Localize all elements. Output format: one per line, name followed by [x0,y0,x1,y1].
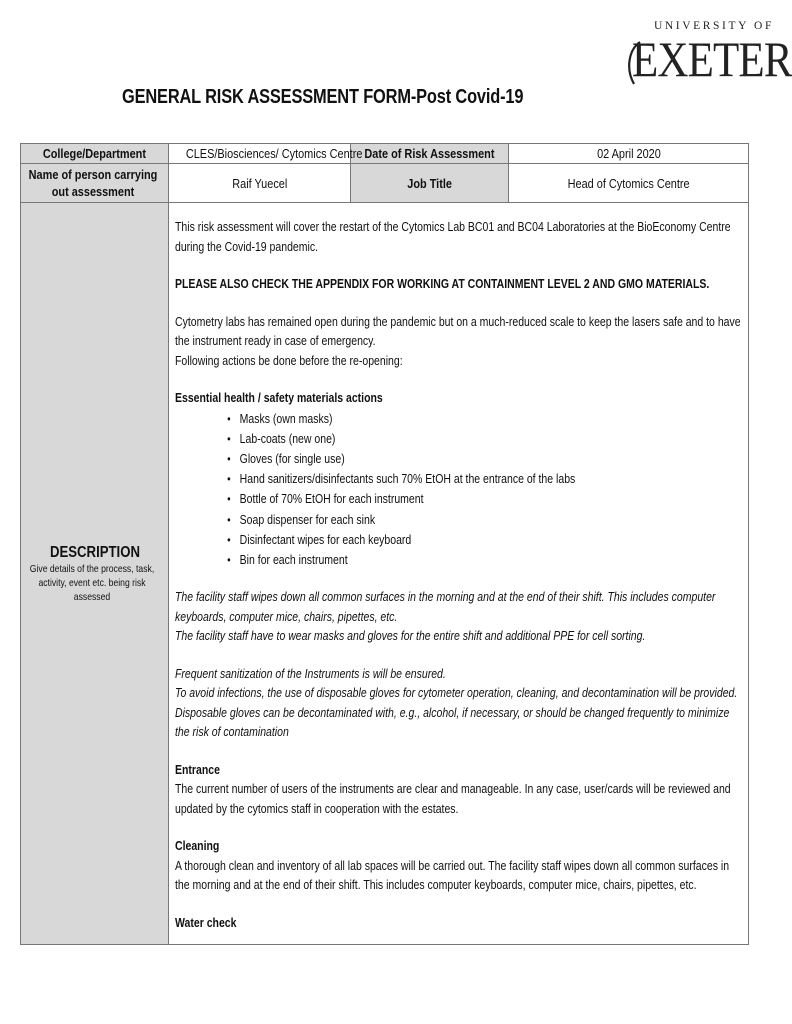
description-subtext: Give details of the process, task, activity, event etc. being risk assessed [29,562,155,603]
description-row [21,203,749,945]
description-body-cell [169,203,749,945]
gloves-note: To avoid infections, the use of disposable gloves for cytometer operation, cleaning, and decontamination will be provided. [175,686,738,701]
logo-university-of: UNIVERSITY OF [654,20,774,32]
job-value-cell [509,164,749,203]
list-item: • Bin for each instrument [227,550,746,570]
reopening-paragraph: Cytometry labs has remained open during the pandemic but on a much-reduced scale to keep the lasers safe and to have the instrument ready in case of emergency. [175,314,741,348]
list-item: • Hand sanitizers/disinfectants such 70% EtOH at the entrance of the labs [227,469,746,489]
decontamination-note: Disposable gloves can be decontaminated with, e.g., alcohol, if necessary, or should be changed frequently to minimize the risk of contamination [175,705,730,740]
description-text [175,218,746,933]
header-row-2 [21,164,749,203]
page-title: GENERAL RISK ASSESSMENT FORM-Post Covid-19 [122,86,524,108]
college-value: CLES/Biosciences/ Cytomics Centre [185,146,363,161]
essential-list [175,409,746,571]
wipe-down-note: The facility staff wipes down all common surfaces in the morning and at the end of their shift. This includes computer keyboards, computer mice, chairs, pipettes, etc. [175,590,716,624]
entrance-heading: Entrance [175,762,220,777]
list-item: • Bottle of 70% EtOH for each instrument [227,489,746,509]
date-label: Date of Risk Assessment [364,146,495,161]
date-label-cell [351,144,509,164]
university-logo [624,20,792,104]
job-label: Job Title [407,175,452,191]
date-value: 02 April 2020 [596,146,661,161]
cleaning-text: A thorough clean and inventory of all lab spaces will be carried out. The facility staff wipes down all common surfaces in the morning and at the end of their shift. This includes computer keyboards, computer mice, chairs, pipettes, etc. [175,858,730,893]
list-item: • Soap dispenser for each sink [227,510,746,530]
actions-intro: Following actions be done before the re-opening: [175,353,403,368]
list-item: • Lab-coats (new one) [227,429,746,449]
water-check-heading: Water check [175,915,237,930]
job-label-cell [351,164,509,203]
risk-assessment-table [20,143,749,945]
header-row-1 [21,144,749,164]
ppe-note: The facility staff have to wear masks and gloves for the entire shift and additional PPE for cell sorting. [175,629,646,644]
person-label: Name of person carrying out assessment [28,167,158,199]
intro-text: This risk assessment will cover the restart of the Cytomics Lab BC01 and BC04 Laboratories at the BioEconomy Centre during the Covid-19 pandemic. [175,220,731,254]
list-item: • Masks (own masks) [227,409,746,429]
appendix-note: PLEASE ALSO CHECK THE APPENDIX FOR WORKING AT CONTAINMENT LEVEL 2 AND GMO MATERIALS. [175,277,710,291]
list-item: • Gloves (for single use) [227,449,746,469]
entrance-text: The current number of users of the instruments are clear and manageable. In any case, user/cards will be reviewed and updated by the cytomics staff in cooperation with the estates. [175,782,731,816]
list-item: • Disinfectant wipes for each keyboard [227,530,746,550]
essential-heading: Essential health / safety materials actions [175,391,383,405]
date-value-cell [509,144,749,164]
college-value-cell [169,144,363,164]
college-label-cell [21,144,169,164]
description-label-cell [21,203,169,945]
description-heading: DESCRIPTION [49,543,140,561]
sanitization-note: Frequent sanitization of the Instruments is will be ensured. [175,666,446,681]
person-value-cell [169,164,351,203]
logo-exeter: EXETER [632,31,792,87]
cleaning-heading: Cleaning [175,839,220,854]
person-value: Raif Yuecel [231,175,288,191]
job-value: Head of Cytomics Centre [567,175,690,191]
person-label-cell [21,164,169,203]
college-label: College/Department [42,146,147,161]
